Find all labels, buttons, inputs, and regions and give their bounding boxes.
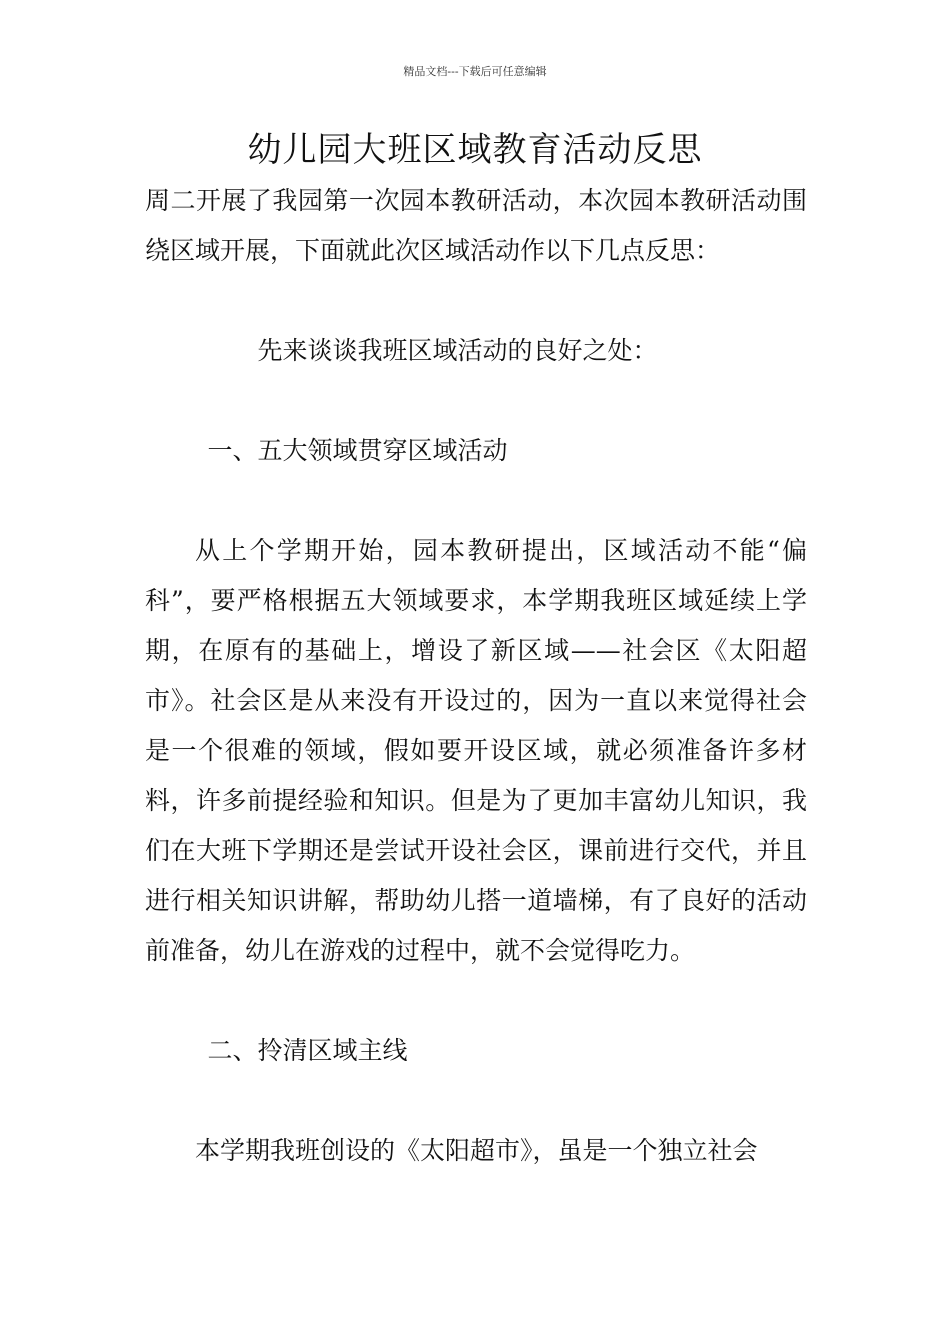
header-note: 精品文档---下载后可任意编辑 [403, 65, 547, 78]
section-heading-one: 一、五大领域贯穿区域活动 [207, 436, 508, 465]
intro-paragraph: 周二开展了我园第一次园本教研活动，本次园本教研活动围绕区域开展，下面就此次区域活动作以下几点反思： [145, 186, 807, 265]
document-body [145, 176, 807, 1176]
section-one-paragraph: 从上个学期开始，园本教研提出，区域活动不能“偏科”，要严格根据五大领域要求，本学期我班区域延续上学期，在原有的基础上，增设了新区域——社会区《太阳超市》。社会区是从来没有开设过的，因为一直以来觉得社会是一个很难的领域，假如要开设区域，就必须准备许多材料，许多前提经验和知识。但是为了更加丰富幼儿知识，我们在大班下学期还是尝试开设社会区，课前进行交代，并且进行相关知识讲解，帮助幼儿搭一道墙梯，有了良好的活动前准备，幼儿在游戏的过程中，就不会觉得吃力。 [145, 536, 807, 965]
document-title: 幼儿园大班区域教育活动反思 [247, 130, 703, 170]
advantages-intro: 先来谈谈我班区域活动的良好之处： [257, 336, 658, 365]
section-heading-two: 二、拎清区域主线 [207, 1036, 408, 1065]
section-two-paragraph: 本学期我班创设的《太阳超市》，虽是一个独立社会 [195, 1136, 758, 1165]
